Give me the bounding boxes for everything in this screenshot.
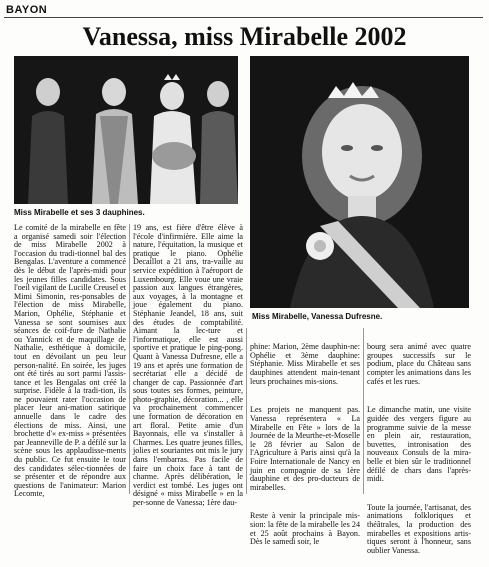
header-rule (4, 17, 483, 18)
article-column-1: Le comité de la mirabelle en fête a organisé samedi soir l'élection de miss Mirabelle 2002 à l'occasion du tradi-tionnel bal des Bengalas. L'aventure a commencé dès le début de l'après-midi pour les jeunes filles candidates. Sous l'oeil vigilant de Lucille Creusel et Mimi Simonin, res-ponsables de l'élection de miss Mirabelle, Marion, Ophélie, Stéphanie et Vanessa se sont soumises aux séances de coif-fure de Nathalie ou Yannick et de maquillage de Nathalie, esthétique à domicile, tout en dévoilant un peu leur person-nalité. En soirée, les juges ont été tirés au sort parmi l'assis-tance et les Bengalas ont créé la surprise. Fidèle à la tradi-tion, ils ne pouvaient rater l'occasion de placer leur ani-mation satirique annuelle dans le cadre des élections de miss. Ainsi, une brochette d'« ex-miss » présentées par Jeanneville de P. a défilé sur la scène sous les applaudisse-ments du public. Ce fut ensuite le tour des candidates sélec-tionnées de se présenter et de répondre aux questions de l'animateur: Marion Lecomte, (14, 223, 129, 499)
column-divider (129, 224, 130, 494)
left-photo-caption: Miss Mirabelle et ses 3 dauphines. (14, 208, 145, 217)
paragraph: Les projets ne manquent pas. Vanessa représentera « La Mirabelle en Fête » lors de la Journée de la Meurthe-et-Moselle le 28 février au Salon de l'Agriculture à Paris ainsi qu'à la Foire Internationale de Nancy en juin en compagnie de sa 1ère dauphine et des pro-ducteurs de mirabelles. (250, 405, 363, 492)
article-headline: Vanessa, miss Mirabelle 2002 (82, 22, 407, 51)
section-label: BAYON (6, 4, 48, 16)
column-divider (363, 328, 364, 494)
paragraph: Reste à venir la principale mis-sion: la fête de la mirabelle les 24 et 25 août prochains à Bayon. Dès le samedi soir, le (250, 511, 363, 547)
paragraph: Toute la journée, l'artisanat, des animations folkloriques et théâtrales, la production des mirabelles et expositions artis-tiques seront à l'honneur, sans oublier Vanessa. (367, 502, 474, 555)
article-column-4 (367, 326, 474, 567)
article-column-2: 19 ans, est fière d'être élève à l'école d'infirmière. Elle aime la nature, l'équitation, la musique et pratique le piano. Ophélie Decaillot a 21 ans, tra-vaille au service expédition à l'aéroport de Luxembourg. Elle voue une vraie passion aux langues étrangères, aux voyages, à la montagne et joue également du piano. Stéphanie Jeandel, 18 ans, suit des études de comptabilité. Aimant la lec-ture et l'informatique, elle est aussi sportive et pratique le ping-pong. Quant à Vanessa Dufresne, elle a 19 ans et après une formation de secrétariat elle a décidé de changer de cap. Passionnée d'art sous toutes ses formes, peinture, photo-graphie, décoration... , elle va prochainement commencer une formation de décoration en art floral. Petite amie d'un Bayonnais, elle va s'installer à Charmes. Les quatre jeunes filles, jolies et souriantes ont mis le jury dans l'embarras. Pas facile de faire un choix face à tant de charme. Après délibération, le verdict est tombé. Les juges ont désigné « miss Mirabelle » en la per-sonne de Vanessa; 1ère dau- (133, 223, 246, 507)
paragraph: Le dimanche matin, une visite guidée des vergers figure au programme suivie de la messe en plein air, restauration, buvettes, intronisation des nouveaux Consuls de la mira-belle et bien sûr le traditionnel défilé de chars dans l'après-midi. (367, 405, 474, 484)
right-photo-caption: Miss Mirabelle, Vanessa Dufresne. (252, 312, 383, 321)
column-divider (246, 328, 247, 494)
group-photo (14, 56, 238, 204)
article-column-3 (250, 326, 363, 558)
portrait-photo (250, 56, 469, 308)
paragraph: bourg sera animé avec quatre groupes successifs sur le podium, place du Château sans compter les animations dans les cafés et les rues. (367, 342, 474, 386)
paragraph: phine: Marion, 2ème dauphin-ne: Ophélie et 3ème dauphine: Stéphanie. Miss Mirabelle et ses dauphines attendent main-tenant leurs prochaines mis-sions. (250, 342, 363, 386)
